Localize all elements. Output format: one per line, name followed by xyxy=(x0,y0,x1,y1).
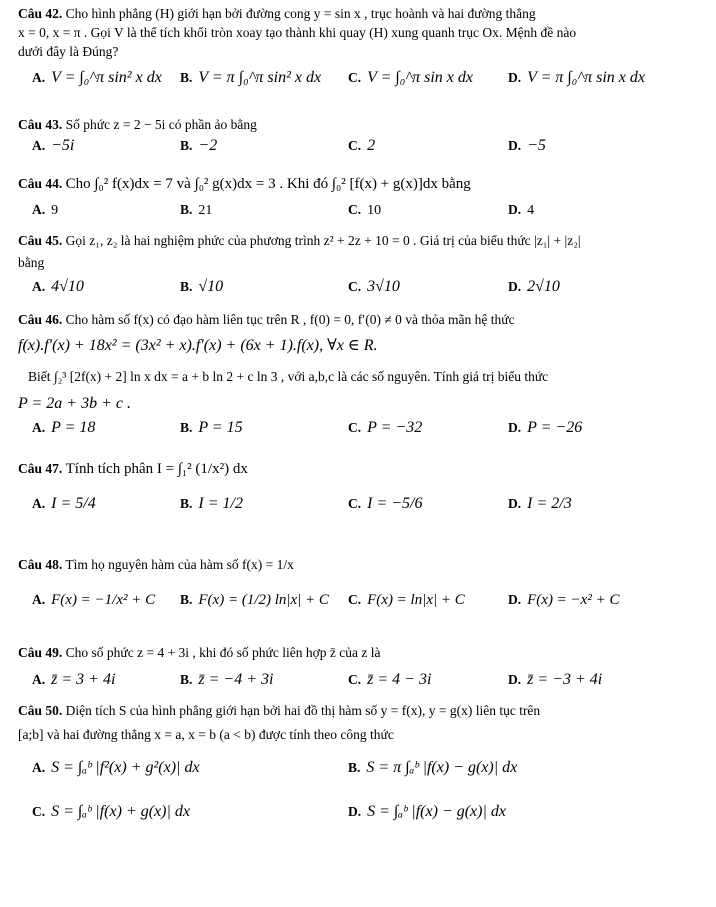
option-a[interactable] xyxy=(32,278,84,296)
question-label: Câu 42. xyxy=(18,6,63,21)
option-text: V = π ∫₀^π sin x dx xyxy=(527,69,646,86)
option-a[interactable] xyxy=(32,69,162,87)
option-label: D. xyxy=(508,496,522,511)
question-label: Câu 43. xyxy=(18,117,63,132)
question-42 xyxy=(18,4,708,113)
option-label: A. xyxy=(32,496,46,511)
option-label: D. xyxy=(508,592,522,607)
question-text: bằng xyxy=(18,255,45,270)
option-text: I = 1/2 xyxy=(198,495,243,512)
option-d[interactable] xyxy=(508,495,572,513)
question-text: Diện tích S của hình phẳng giới hạn bởi hai đồ thị hàm số y = f(x), y = g(x) liên tục trên xyxy=(65,703,541,718)
option-label: C. xyxy=(348,672,362,687)
option-text: −5 xyxy=(527,137,546,154)
option-d[interactable] xyxy=(348,803,506,821)
option-a[interactable] xyxy=(32,671,115,689)
option-b[interactable] xyxy=(180,591,329,609)
option-label: A. xyxy=(32,672,46,687)
option-label: C. xyxy=(32,804,46,819)
option-a[interactable] xyxy=(32,759,200,777)
option-d[interactable] xyxy=(508,137,546,155)
question-45 xyxy=(18,229,708,306)
question-label: Câu 44. xyxy=(18,176,63,191)
question-49 xyxy=(18,639,708,697)
option-label: B. xyxy=(180,672,193,687)
option-label: B. xyxy=(180,592,193,607)
option-text: z̄ = −3 + 4i xyxy=(527,671,603,688)
option-b[interactable] xyxy=(180,69,321,87)
option-label: D. xyxy=(508,138,522,153)
question-label: Câu 49. xyxy=(18,645,63,660)
option-text: 21 xyxy=(198,203,213,218)
option-c[interactable] xyxy=(348,671,431,689)
option-c[interactable] xyxy=(348,495,423,513)
question-text: dưới đây là Đúng? xyxy=(18,44,119,59)
option-b[interactable] xyxy=(180,671,273,689)
option-text: F(x) = −1/x² + C xyxy=(51,592,156,608)
option-d[interactable] xyxy=(508,419,582,437)
option-text: 4 xyxy=(527,203,535,218)
option-text: S = ∫ₐᵇ |f(x) − g(x)| dx xyxy=(367,803,506,820)
question-text: Biết ∫₂³ [2f(x) + 2] ln x dx = a + b ln 2 + c ln 3 , với a,b,c là các số nguyên. Tính giá trị biểu thức xyxy=(28,369,549,384)
option-text: F(x) = ln|x| + C xyxy=(367,592,465,608)
option-text: S = ∫ₐᵇ |f²(x) + g²(x)| dx xyxy=(51,759,200,776)
option-text: −5i xyxy=(51,137,75,154)
option-label: D. xyxy=(508,202,522,217)
option-c[interactable] xyxy=(348,201,381,219)
option-label: A. xyxy=(32,760,46,775)
option-text: 4√10 xyxy=(51,278,84,295)
exam-page xyxy=(18,2,708,839)
question-label: Câu 46. xyxy=(18,312,63,327)
option-label: A. xyxy=(32,70,46,85)
question-equation: f(x).f′(x) + 18x² = (3x² + x).f′(x) + (6x + 1).f(x), ∀x ∈ R. xyxy=(18,337,378,354)
option-c[interactable] xyxy=(348,419,422,437)
option-label: A. xyxy=(32,202,46,217)
option-text: P = −26 xyxy=(527,419,583,436)
option-c[interactable] xyxy=(348,69,473,87)
option-c[interactable] xyxy=(348,137,375,155)
option-text: 9 xyxy=(51,203,59,218)
option-text: 3√10 xyxy=(367,278,400,295)
question-text: Cho hàm số f(x) có đạo hàm liên tục trên R , f(0) = 0, f′(0) ≠ 0 và thỏa mãn hệ thức xyxy=(65,312,515,327)
option-a[interactable] xyxy=(32,201,58,219)
option-d[interactable] xyxy=(508,201,534,219)
option-label: C. xyxy=(348,279,362,294)
question-43 xyxy=(18,115,708,161)
option-b[interactable] xyxy=(348,759,517,777)
option-text: 2√10 xyxy=(527,278,560,295)
option-c[interactable] xyxy=(32,803,190,821)
option-text: V = π ∫₀^π sin² x dx xyxy=(198,69,322,86)
question-48 xyxy=(18,547,708,635)
option-label: D. xyxy=(508,70,522,85)
option-text: P = 15 xyxy=(198,419,243,436)
option-text: I = −5/6 xyxy=(367,495,423,512)
option-label: D. xyxy=(348,804,362,819)
option-b[interactable] xyxy=(180,278,223,296)
option-a[interactable] xyxy=(32,495,96,513)
option-label: B. xyxy=(180,202,193,217)
question-text: Cho hình phẳng (H) giới hạn bởi đường cong y = sin x , trục hoành và hai đường thẳng xyxy=(65,6,536,21)
option-label: C. xyxy=(348,592,362,607)
option-b[interactable] xyxy=(180,419,243,437)
option-text: z̄ = 4 − 3i xyxy=(367,671,432,688)
option-text: √10 xyxy=(198,278,224,295)
question-text: [a;b] và hai đường thẳng x = a, x = b (a < b) được tính theo công thức xyxy=(18,727,394,742)
question-text: Cho số phức z = 4 + 3i , khi đó số phức liên hợp z̄ của z là xyxy=(65,645,381,660)
option-label: C. xyxy=(348,496,362,511)
question-50 xyxy=(18,699,708,839)
question-label: Câu 48. xyxy=(18,557,63,572)
option-text: 10 xyxy=(367,203,382,218)
question-text: x = 0, x = π . Gọi V là thể tích khối tròn xoay tạo thành khi quay (H) xung quanh trục Ox. Mệnh đề nào xyxy=(18,25,577,40)
option-text: 2 xyxy=(367,137,376,154)
question-44 xyxy=(18,167,708,225)
question-label: Câu 47. xyxy=(18,461,63,476)
option-text: S = ∫ₐᵇ |f(x) + g(x)| dx xyxy=(51,803,190,820)
option-label: C. xyxy=(348,202,362,217)
option-text: −2 xyxy=(198,137,218,154)
option-label: A. xyxy=(32,592,46,607)
question-text: Tính tích phân I = ∫₁² (1/x²) dx xyxy=(65,461,248,477)
question-text: Gọi z₁, z₂ là hai nghiệm phức của phương trình z² + 2z + 10 = 0 . Giá trị của biểu thức |z₁| + |z₂| xyxy=(65,233,581,248)
option-label: D. xyxy=(508,672,522,687)
option-label: B. xyxy=(180,279,193,294)
question-46 xyxy=(18,308,708,447)
option-label: D. xyxy=(508,279,522,294)
option-text: z̄ = −4 + 3i xyxy=(198,671,274,688)
option-label: B. xyxy=(180,138,193,153)
option-d[interactable] xyxy=(508,69,645,87)
option-text: F(x) = (1/2) ln|x| + C xyxy=(198,592,329,608)
option-d[interactable] xyxy=(508,591,619,609)
option-label: C. xyxy=(348,420,362,435)
question-label: Câu 45. xyxy=(18,233,63,248)
option-label: A. xyxy=(32,138,46,153)
option-label: B. xyxy=(348,760,361,775)
option-label: C. xyxy=(348,70,362,85)
option-text: z̄ = 3 + 4i xyxy=(51,671,116,688)
option-d[interactable] xyxy=(508,278,560,296)
option-label: B. xyxy=(180,70,193,85)
option-label: B. xyxy=(180,496,193,511)
option-label: A. xyxy=(32,420,46,435)
option-label: B. xyxy=(180,420,193,435)
question-label: Câu 50. xyxy=(18,703,63,718)
question-text: Cho ∫₀² f(x)dx = 7 và ∫₀² g(x)dx = 3 . Khi đó ∫₀² [f(x) + g(x)]dx bằng xyxy=(65,176,471,192)
option-label: D. xyxy=(508,420,522,435)
option-text: I = 5/4 xyxy=(51,495,96,512)
option-text: P = −32 xyxy=(367,419,423,436)
question-text: P = 2a + 3b + c . xyxy=(18,395,131,412)
option-text: P = 18 xyxy=(51,419,96,436)
option-b[interactable] xyxy=(180,495,243,513)
option-text: S = π ∫ₐᵇ |f(x) − g(x)| dx xyxy=(366,759,518,776)
question-text: Tìm họ nguyên hàm của hàm số f(x) = 1/x xyxy=(65,557,294,572)
option-b[interactable] xyxy=(180,201,212,219)
option-a[interactable] xyxy=(32,419,95,437)
question-47 xyxy=(18,451,708,539)
question-text: Số phức z = 2 − 5i có phần ảo bằng xyxy=(65,117,257,132)
option-text: I = 2/3 xyxy=(527,495,572,512)
option-label: A. xyxy=(32,279,46,294)
option-text: V = ∫₀^π sin x dx xyxy=(367,69,473,86)
option-a[interactable] xyxy=(32,591,155,609)
option-label: C. xyxy=(348,138,362,153)
option-d[interactable] xyxy=(508,671,602,689)
option-text: V = ∫₀^π sin² x dx xyxy=(51,69,162,86)
option-a[interactable] xyxy=(32,137,74,155)
option-c[interactable] xyxy=(348,278,400,296)
option-c[interactable] xyxy=(348,591,465,609)
option-b[interactable] xyxy=(180,137,217,155)
option-text: F(x) = −x² + C xyxy=(527,592,620,608)
